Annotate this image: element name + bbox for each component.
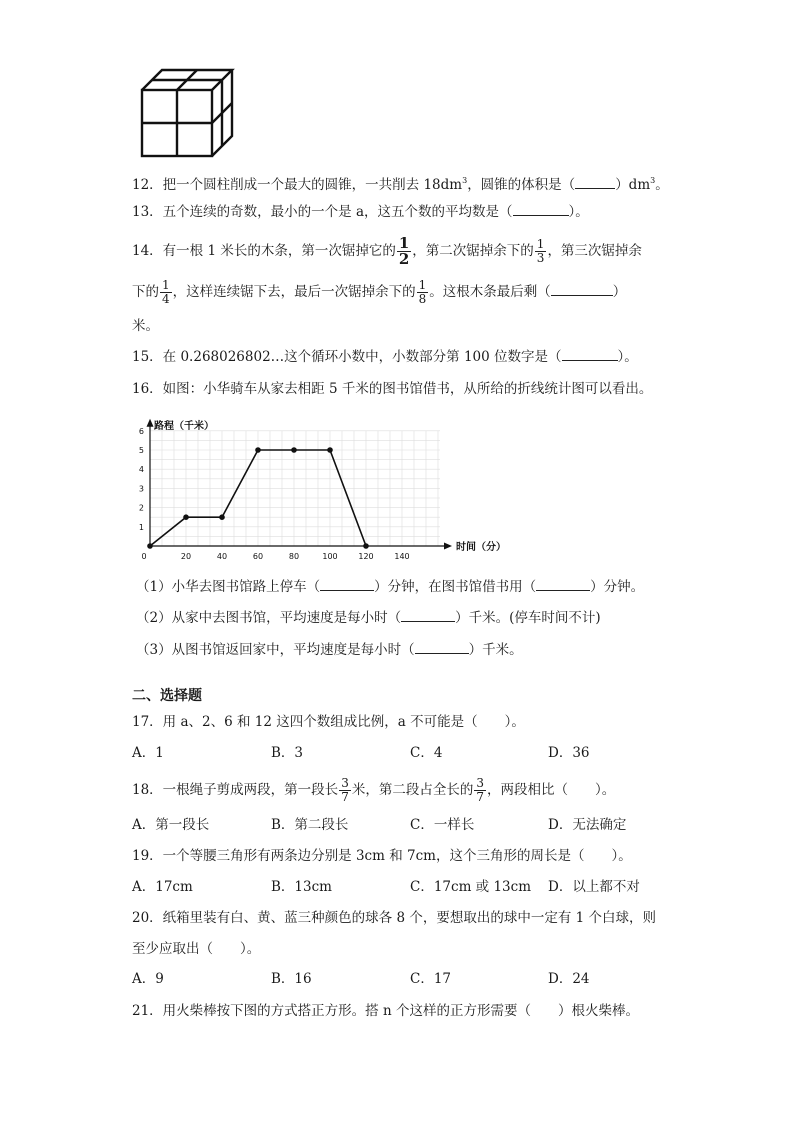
fraction: $\frac{1}{8}$ — [418, 278, 427, 306]
answer-blank[interactable] — [401, 607, 455, 622]
x-tick-label: 20 — [180, 552, 192, 561]
question-14-line-2: 下的 $\frac{1}{4}$ ，这样连续锯下去，最后一次锯掉余下的 $\frac{1}{8}$ 。这根木条最后剩（ ） — [132, 278, 627, 306]
question-18: 18．一根绳子剪成两段，第一段长 $\frac{3}{7}$ 米，第二段占全长的 $\frac{3}{7}$ ，两段相比（ ）。 — [132, 776, 616, 804]
question-14-line-3: 米。 — [132, 318, 159, 334]
question-20-line-1: 20．纸箱里装有白、黄、蓝三种颜色的球各 8 个，要想取出的球中一定有 1 个白球，则 — [132, 910, 657, 926]
question-19-options — [132, 877, 692, 897]
fraction: $\frac{3}{7}$ — [476, 776, 484, 804]
answer-blank[interactable] — [415, 639, 469, 654]
option-d[interactable]: D．以上都不对 — [548, 879, 640, 895]
question-14-line-1: 14．有一根 1 米长的木条，第一次锯掉它的 $\frac{1}{2}$ ，第二次锯掉余下的 $\frac{1}{3}$ ，第三次锯掉余 — [132, 234, 642, 268]
fraction: $\frac{1}{4}$ — [162, 278, 170, 306]
option-a[interactable]: A．17cm — [132, 879, 193, 895]
y-tick-label: 1 — [138, 522, 144, 532]
question-16-sub-1: （1）小华去图书馆路上停车（ ）分钟，在图书馆借书用（ ）分钟。 — [136, 576, 644, 597]
question-21: 21．用火柴棒按下图的方式搭正方形。搭 n 个这样的正方形需要（ ）根火柴棒。 — [132, 1003, 639, 1019]
x-tick-label: 80 — [288, 552, 300, 561]
section-title: 二、选择题 — [132, 688, 202, 704]
data-point — [291, 447, 297, 453]
x-tick-label: 100 — [322, 552, 338, 561]
data-point — [219, 514, 225, 520]
y-tick-label: 5 — [138, 446, 144, 455]
y-tick-label: 2 — [138, 503, 144, 513]
y-axis-label: 路程（千米） — [154, 420, 214, 432]
option-b[interactable]: B．13cm — [271, 879, 332, 895]
y-tick-label: 6 — [138, 426, 144, 436]
option-d[interactable]: D．36 — [548, 745, 590, 761]
question-16-intro: 16．如图：小华骑车从家去相距 5 千米的图书馆借书，从所给的折线统计图可以看出。 — [132, 381, 653, 397]
question-16-sub-3: （3）从图书馆返回家中，平均速度是每小时（ ）千米。 — [136, 639, 523, 660]
option-d[interactable]: D．24 — [548, 971, 590, 987]
x-axis-label: 时间（分） — [456, 542, 506, 553]
answer-blank[interactable] — [551, 281, 613, 296]
data-point — [255, 447, 261, 453]
x-axis-arrow — [444, 543, 452, 550]
answer-blank[interactable] — [562, 346, 618, 361]
y-tick-label: 3 — [138, 484, 144, 494]
x-tick-label: 40 — [216, 552, 228, 561]
fraction: $\frac{1}{3}$ — [536, 237, 545, 265]
option-b[interactable]: B．第二段长 — [271, 817, 349, 833]
option-a[interactable]: A．1 — [132, 745, 164, 761]
question-20-line-2: 至少应取出（ ）。 — [132, 941, 261, 957]
option-c[interactable]: C．4 — [410, 745, 443, 761]
question-18-options — [132, 815, 692, 835]
option-c[interactable]: C．一样长 — [410, 817, 475, 833]
x-tick-label: 140 — [394, 552, 410, 561]
fraction: $\frac{3}{7}$ — [341, 776, 349, 804]
x-tick-label: 60 — [252, 552, 264, 561]
option-d[interactable]: D．无法确定 — [548, 817, 627, 833]
distance-time-line-chart — [128, 408, 506, 561]
data-point — [327, 447, 333, 453]
question-20-options — [132, 969, 692, 989]
option-c[interactable]: C．17cm 或 13cm — [410, 879, 531, 895]
data-point — [363, 543, 369, 549]
data-point — [183, 514, 189, 520]
question-15: 15．在 0.268026802…这个循环小数中，小数部分第 100 位数字是（ ）。 — [132, 346, 638, 367]
fraction: $\frac{1}{2}$ — [398, 234, 410, 268]
option-b[interactable]: B．3 — [271, 745, 304, 761]
answer-blank[interactable] — [513, 201, 569, 216]
x-tick-label: 0 — [141, 552, 147, 561]
answer-blank[interactable] — [536, 576, 590, 591]
answer-blank[interactable] — [320, 576, 374, 591]
option-a[interactable]: A．第一段长 — [132, 817, 210, 833]
question-17-options — [132, 743, 692, 763]
answer-blank[interactable] — [575, 174, 615, 189]
option-c[interactable]: C．17 — [410, 971, 452, 987]
question-13: 13．五个连续的奇数，最小的一个是 a，这五个数的平均数是（ ）。 — [132, 201, 589, 222]
cube-figure — [138, 64, 240, 162]
option-a[interactable]: A．9 — [132, 971, 164, 987]
question-17: 17．用 a、2、6 和 12 这四个数组成比例，a 不可能是（ ）。 — [132, 714, 525, 730]
x-tick-label: 120 — [358, 552, 374, 561]
option-b[interactable]: B．16 — [271, 971, 312, 987]
question-12: 12．把一个圆柱削成一个最大的圆锥，一共削去 $18dm^3$，圆锥的体积是（ ）$dm^3$。 — [132, 176, 669, 193]
question-16-sub-2: （2）从家中去图书馆，平均速度是每小时（ ）千米。(停车时间不计) — [136, 607, 601, 628]
question-19: 19．一个等腰三角形有两条边分别是 3cm 和 7cm，这个三角形的周长是（ ）。 — [132, 848, 632, 864]
y-axis-arrow — [147, 419, 154, 427]
data-point — [147, 543, 153, 549]
y-tick-label: 4 — [138, 465, 144, 475]
